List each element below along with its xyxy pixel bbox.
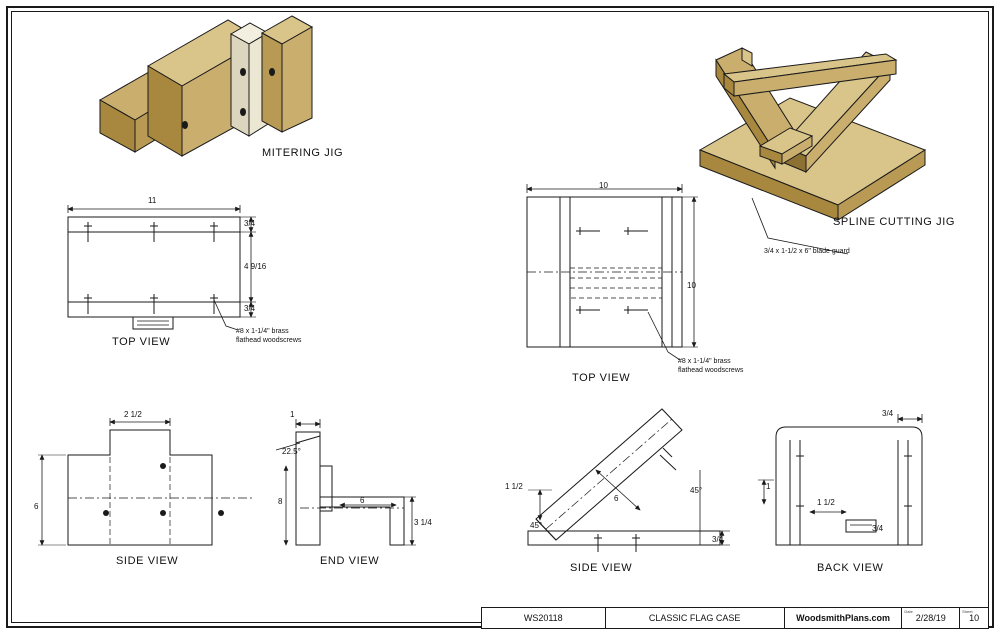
note-screws-right-line2: flathead woodscrews xyxy=(678,367,744,374)
mitering-jig-isometric xyxy=(100,16,312,156)
dim-mitering-side-top-width: 2 1/2 xyxy=(124,410,142,419)
dim-spline-back-slot: 3/4 xyxy=(872,524,884,533)
dim-spline-back-left: 1 xyxy=(766,482,771,491)
dim-spline-side-angle-left: 45° xyxy=(530,521,543,530)
dim-end-top-width: 1 xyxy=(290,410,295,419)
dim-spline-side-ramp: 6 xyxy=(614,494,619,503)
note-screws-left-line1: #8 x 1-1/4" brass xyxy=(236,328,289,335)
caption-side-view-left: SIDE VIEW xyxy=(116,555,179,567)
dim-spline-side-topleft: 1 1/2 xyxy=(505,482,523,491)
dim-end-right-height: 3 1/4 xyxy=(414,518,432,527)
dim-spline-top-width: 10 xyxy=(599,181,608,190)
spline-top-view xyxy=(527,184,698,360)
dim-spline-side-angle-right: 45° xyxy=(690,486,703,495)
caption-top-view-right: TOP VIEW xyxy=(572,372,631,384)
mitering-side-view xyxy=(38,418,254,545)
title-block-page xyxy=(960,608,988,628)
caption-top-view-left: TOP VIEW xyxy=(112,336,171,348)
caption-end-view: END VIEW xyxy=(320,555,380,567)
title-block-project-title: CLASSIC FLAG CASE xyxy=(606,608,785,628)
dim-mitering-bottom-edge: 3/4 xyxy=(244,304,256,313)
spline-side-view xyxy=(528,409,730,552)
title-block-brand: WoodsmithPlans.com xyxy=(785,608,903,628)
dim-spline-side-base: 3/4 xyxy=(712,535,724,544)
title-block-date-caption: Date xyxy=(904,609,913,614)
dim-mitering-top-width: 11 xyxy=(148,196,157,205)
dim-mitering-side-height: 6 xyxy=(34,502,39,511)
note-screws-right-line1: #8 x 1-1/4" brass xyxy=(678,358,731,365)
title-block-plan-number: WS20118 xyxy=(482,608,606,628)
dim-mitering-top-edge: 3/4 xyxy=(244,219,256,228)
title-block-page-value: 10 xyxy=(969,613,980,623)
dim-end-vertical: 8 xyxy=(278,497,283,506)
caption-side-view-right: SIDE VIEW xyxy=(570,562,633,574)
dim-spline-top-height: 10 xyxy=(687,281,696,290)
dim-spline-back-top: 3/4 xyxy=(882,409,894,418)
caption-spline-cutting-jig: SPLINE CUTTING JIG xyxy=(833,216,956,228)
note-screws-left-line2: flathead woodscrews xyxy=(236,337,302,344)
caption-back-view: BACK VIEW xyxy=(817,562,884,574)
dim-mitering-top-inner: 4 9/16 xyxy=(244,262,267,271)
title-block-page-caption: Sheet xyxy=(962,609,973,614)
title-block-date-value: 2/28/19 xyxy=(915,613,946,623)
dim-spline-back-inner: 1 1/2 xyxy=(817,498,835,507)
title-block-date xyxy=(902,608,960,628)
mitering-top-view xyxy=(68,205,256,330)
note-blade-guard: 3/4 x 1-1/2 x 6" blade guard xyxy=(764,248,850,255)
dim-end-horizontal: 6 xyxy=(360,496,365,505)
title-block xyxy=(481,607,989,629)
mitering-end-view xyxy=(276,419,416,545)
caption-mitering-jig: MITERING JIG xyxy=(262,147,344,159)
dim-end-angle: 22.5° xyxy=(282,447,301,456)
spline-back-view xyxy=(758,414,922,545)
